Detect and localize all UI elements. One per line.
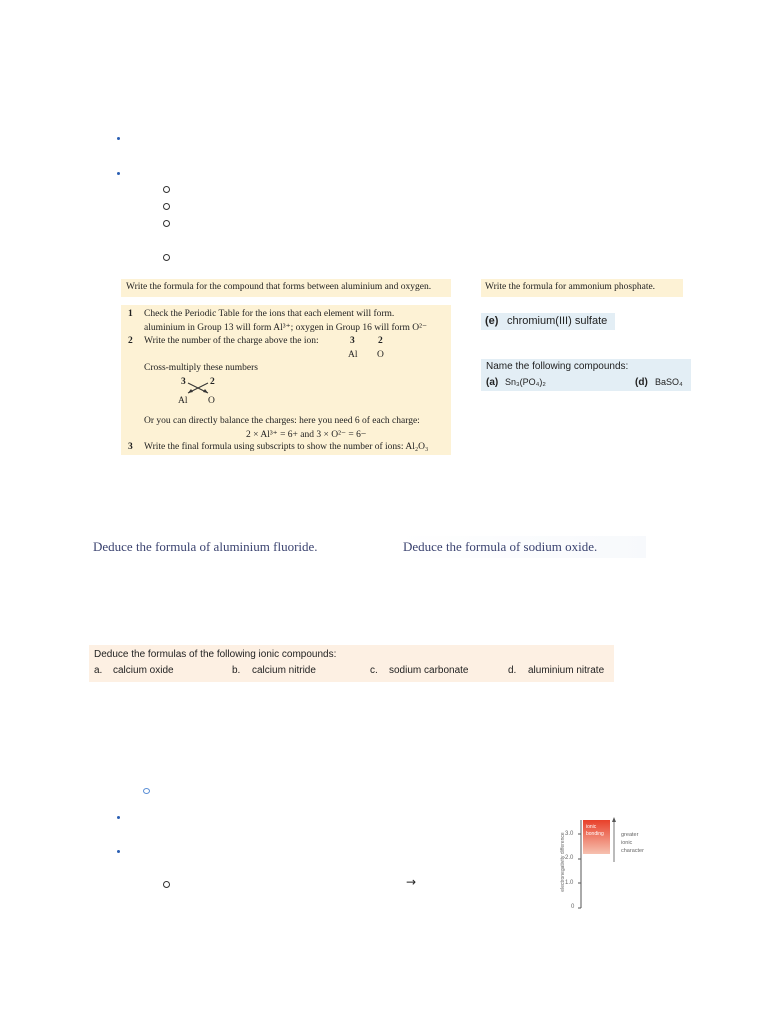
cross-bot-left: Al <box>178 396 188 406</box>
sub-bullet <box>163 881 170 888</box>
list-item-label: d. <box>508 665 517 676</box>
step3-text: Write the final formula using subscripts to show the number of ions: Al₂O₃ <box>144 442 429 452</box>
sub-bullet <box>163 254 170 261</box>
tick-label: 1.0 <box>565 880 574 886</box>
list-item-label: a. <box>94 665 103 676</box>
example-aluminium-fluoride: Deduce the formula of aluminium fluoride. <box>93 539 318 554</box>
ionic-compounds-title: Deduce the formulas of the following ionic compounds: <box>94 649 337 660</box>
arrow-icon: → <box>406 875 417 889</box>
bullet-dot <box>117 137 120 140</box>
electronegativity-chart <box>552 812 652 914</box>
list-item-text: aluminium nitrate <box>528 665 605 676</box>
bullet-dot <box>117 816 120 819</box>
compound-a-text: Sn₃(PO₄)₂ <box>505 377 546 387</box>
sub-bullet <box>143 788 150 794</box>
cross-bot-right: O <box>208 396 215 406</box>
side-label: ionic <box>621 840 633 846</box>
ion-o: O <box>377 350 384 360</box>
name-compounds-title: Name the following compounds: <box>486 361 629 372</box>
compound-a-label: (a) <box>486 377 499 388</box>
step1-line1: Check the Periodic Table for the ions that each element will form. <box>144 309 395 319</box>
cross-top-left: 3 <box>181 377 186 387</box>
tick-label: 2.0 <box>565 855 574 861</box>
cross-arrows-icon <box>184 380 214 396</box>
side-label: character <box>621 848 644 854</box>
chromium-label: (e) <box>485 315 499 327</box>
list-item-text: calcium oxide <box>113 665 174 676</box>
list-item-text: sodium carbonate <box>389 665 469 676</box>
step1-line2: aluminium in Group 13 will form Al³⁺; oxygen in Group 16 will form O²⁻ <box>144 323 428 333</box>
compound-d-text: BaSO₄ <box>655 377 683 387</box>
balance-equation: 2 × Al³⁺ = 6+ and 3 × O²⁻ = 6− <box>246 430 367 440</box>
balance-text: Or you can directly balance the charges: here you need 6 of each charge: <box>144 416 420 426</box>
tick-label: 3.0 <box>565 831 574 837</box>
bar-label: ionic <box>586 824 597 830</box>
compound-d-label: (d) <box>635 377 648 388</box>
step-number: 3 <box>128 442 133 452</box>
step-number: 1 <box>128 309 133 319</box>
step2-text: Write the number of the charge above the ion: <box>144 336 319 346</box>
list-item-label: c. <box>370 665 378 676</box>
sub-bullet <box>163 220 170 227</box>
ammonium-question: Write the formula for ammonium phosphate. <box>485 282 656 292</box>
bullet-dot <box>117 850 120 853</box>
cross-multiply-text: Cross-multiply these numbers <box>144 363 258 373</box>
side-label: greater <box>621 832 639 838</box>
sub-bullet <box>163 186 170 193</box>
chromium-text: chromium(III) sulfate <box>507 315 608 327</box>
bar-label: bonding <box>586 831 604 837</box>
bullet-dot <box>117 172 120 175</box>
sub-bullet <box>163 203 170 210</box>
cross-top-right: 2 <box>210 377 215 387</box>
worked-example-question: Write the formula for the compound that forms between aluminium and oxygen. <box>126 282 432 292</box>
step-number: 2 <box>128 336 133 346</box>
charge-o: 2 <box>378 336 383 346</box>
list-item-text: calcium nitride <box>252 665 316 676</box>
chart-ylabel: electronegativity difference <box>560 832 566 892</box>
example-sodium-oxide: Deduce the formula of sodium oxide. <box>403 539 598 554</box>
tick-label: 0 <box>571 904 575 910</box>
ion-al: Al <box>348 350 358 360</box>
charge-al: 3 <box>350 336 355 346</box>
list-item-label: b. <box>232 665 241 676</box>
